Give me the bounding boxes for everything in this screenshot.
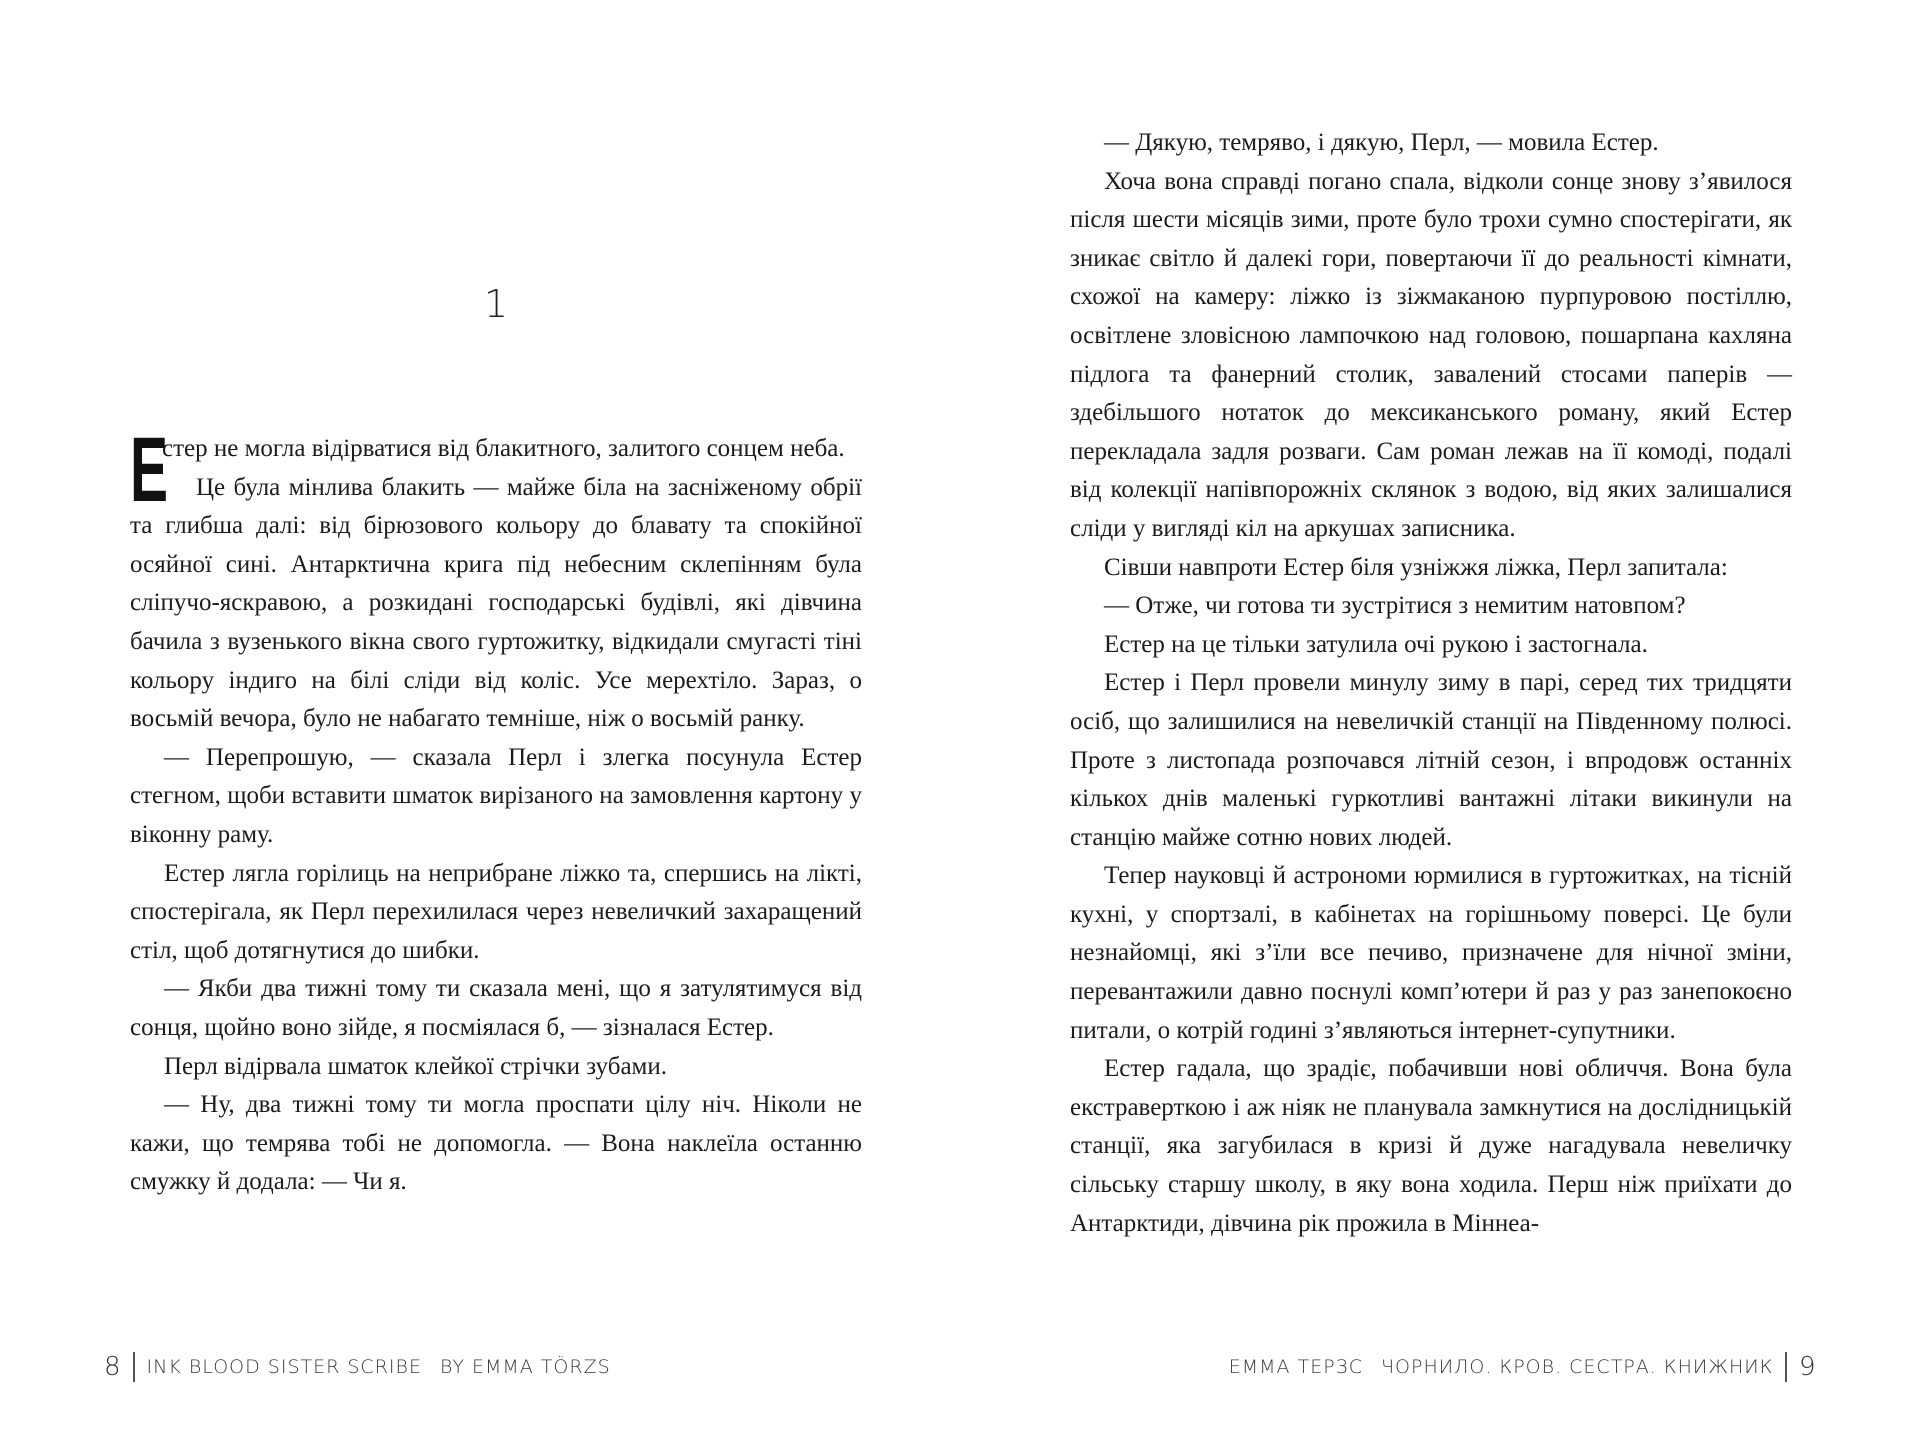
paragraph: Це була мінлива блакить — майже біла на засніженому обрії та глибша далі: від бірюзового кольору до блавату та спокійної осяйної сині. Антарктична крига під небесним склепінням була сліпучо-яскравою, а розкидані господарські будівлі, які дівчина бачила з вузенького вікна свого гуртожитку, відкидали смугасті тіні кольору індиго на білі сліди від коліс. Усе мерехтіло. Зараз, о восьмій вечора, було не набагато темніше, ніж о восьмій ранку. — [130, 473, 862, 733]
chapter-number: 1 — [483, 282, 509, 326]
paragraph: — Дякую, темряво, і дякую, Перл, — мовила Естер. — [1104, 129, 1659, 156]
paragraph: — Ну, два тижні тому ти могла проспати цілу ніч. Ніколи не кажи, що темрява тобі не допомогла. — Вона наклеїла останню смужку й додала: — Чи я. — [130, 1091, 862, 1196]
right-running-footer — [1229, 1352, 1816, 1382]
footer-author: ЕММА ТЕРЗС — [1228, 1356, 1364, 1378]
page-number: 9 — [1798, 1352, 1816, 1382]
drop-cap: Е — [130, 419, 169, 521]
footer-divider — [1785, 1352, 1787, 1382]
paragraph: — Отже, чи готова ти зустрітися з немитим натовпом? — [1104, 592, 1686, 620]
paragraph: Перл відірвала шматок клейкої стрічки зубами. — [164, 1052, 667, 1080]
paragraph: Хоча вона справді погано спала, відколи сонце знову з’явилося після шести місяців зими, проте було трохи сумно спостерігати, як зникає світло й далекі гори, повертаючи її до реальності кімнати, схожої на камеру: ліжко із зіжмаканою пурпуровою постіллю, освітлене зловісною лампочкою над головою, пошарпана кахляна підлога та фанерний столик, завалений стосами паперів — здебільшого нотаток до мексиканського роману, який Естер перекладала задля розваги. Сам роман лежав на її комоді, подалі від колекції напівпорожніх склянок з водою, від яких залишалися сліди у вигляді кіл на аркушах записника. — [1070, 167, 1792, 542]
right-page-body — [1070, 124, 1792, 1243]
left-running-footer — [104, 1352, 611, 1382]
paragraph: Сівши навпроти Естер біля узніжжя ліжка, Перл запитала: — [1104, 553, 1728, 581]
footer-divider — [133, 1352, 135, 1382]
right-page — [960, 0, 1920, 1440]
paragraph: Естер на це тільки затулила очі рукою і застогнала. — [1104, 630, 1648, 658]
footer-book-title: INK BLOOD SISTER SCRIBE — [146, 1356, 422, 1378]
paragraph: Естер гадала, що зрадіє, побачивши нові обличчя. Вона була екстраверткою і аж ніяк не планувала замкнутися на дослідницькій станції, яка загубилася в кризі й дуже нагадувала невеличку сільську старшу школу, в яку вона ходила. Перш ніж приїхати до Антарктиди, дівчина рік прожила в Міннеа- — [1070, 1055, 1792, 1237]
paragraph: Естер лягла горілиць на неприбране ліжко та, спершись на лікті, спостерігала, як Перл перехилилася через невеличкий захаращений стіл, щоб дотягнутися до шибки. — [130, 859, 862, 964]
left-page-body — [130, 419, 862, 1202]
opening-paragraph: Е стер не могла відірватися від блакитного, залитого сонцем неба. — [130, 419, 845, 521]
footer-book-title: ЧОРНИЛО. КРОВ. СЕСТРА. КНИЖНИК — [1381, 1356, 1774, 1378]
footer-author: BY EMMA TÖRZS — [439, 1356, 611, 1378]
paragraph: — Перепрошую, — сказала Перл і злегка посунула Естер стегном, щоби вставити шматок вирізаного на замовлення картону у віконну раму. — [130, 743, 862, 848]
paragraph: — Якби два тижні тому ти сказала мені, що я затулятимуся від сонця, щойно воно зійде, я посміялася б, — зізналася Естер. — [130, 975, 862, 1041]
page-number: 8 — [104, 1352, 122, 1382]
paragraph: Тепер науковці й астрономи юрмилися в гуртожитках, на тісній кухні, у спортзалі, в кабінетах на горішньому поверсі. Це були незнайомці, які з’їли все печиво, призначене для нічної зміни, перевантажили давно поснулі комп’ютери й раз у раз занепокоєно питали, о котрій годині з’являються інтернет-супутники. — [1070, 862, 1792, 1044]
paragraph: Естер і Перл провели минулу зиму в парі, серед тих тридцяти осіб, що залишилися на невеличкій станції на Південному полюсі. Проте з листопада розпочався літній сезон, і впродовж останніх кількох днів маленькі гуркотливі вантажні літаки викинули на станцію майже сотню нових людей. — [1070, 669, 1792, 851]
